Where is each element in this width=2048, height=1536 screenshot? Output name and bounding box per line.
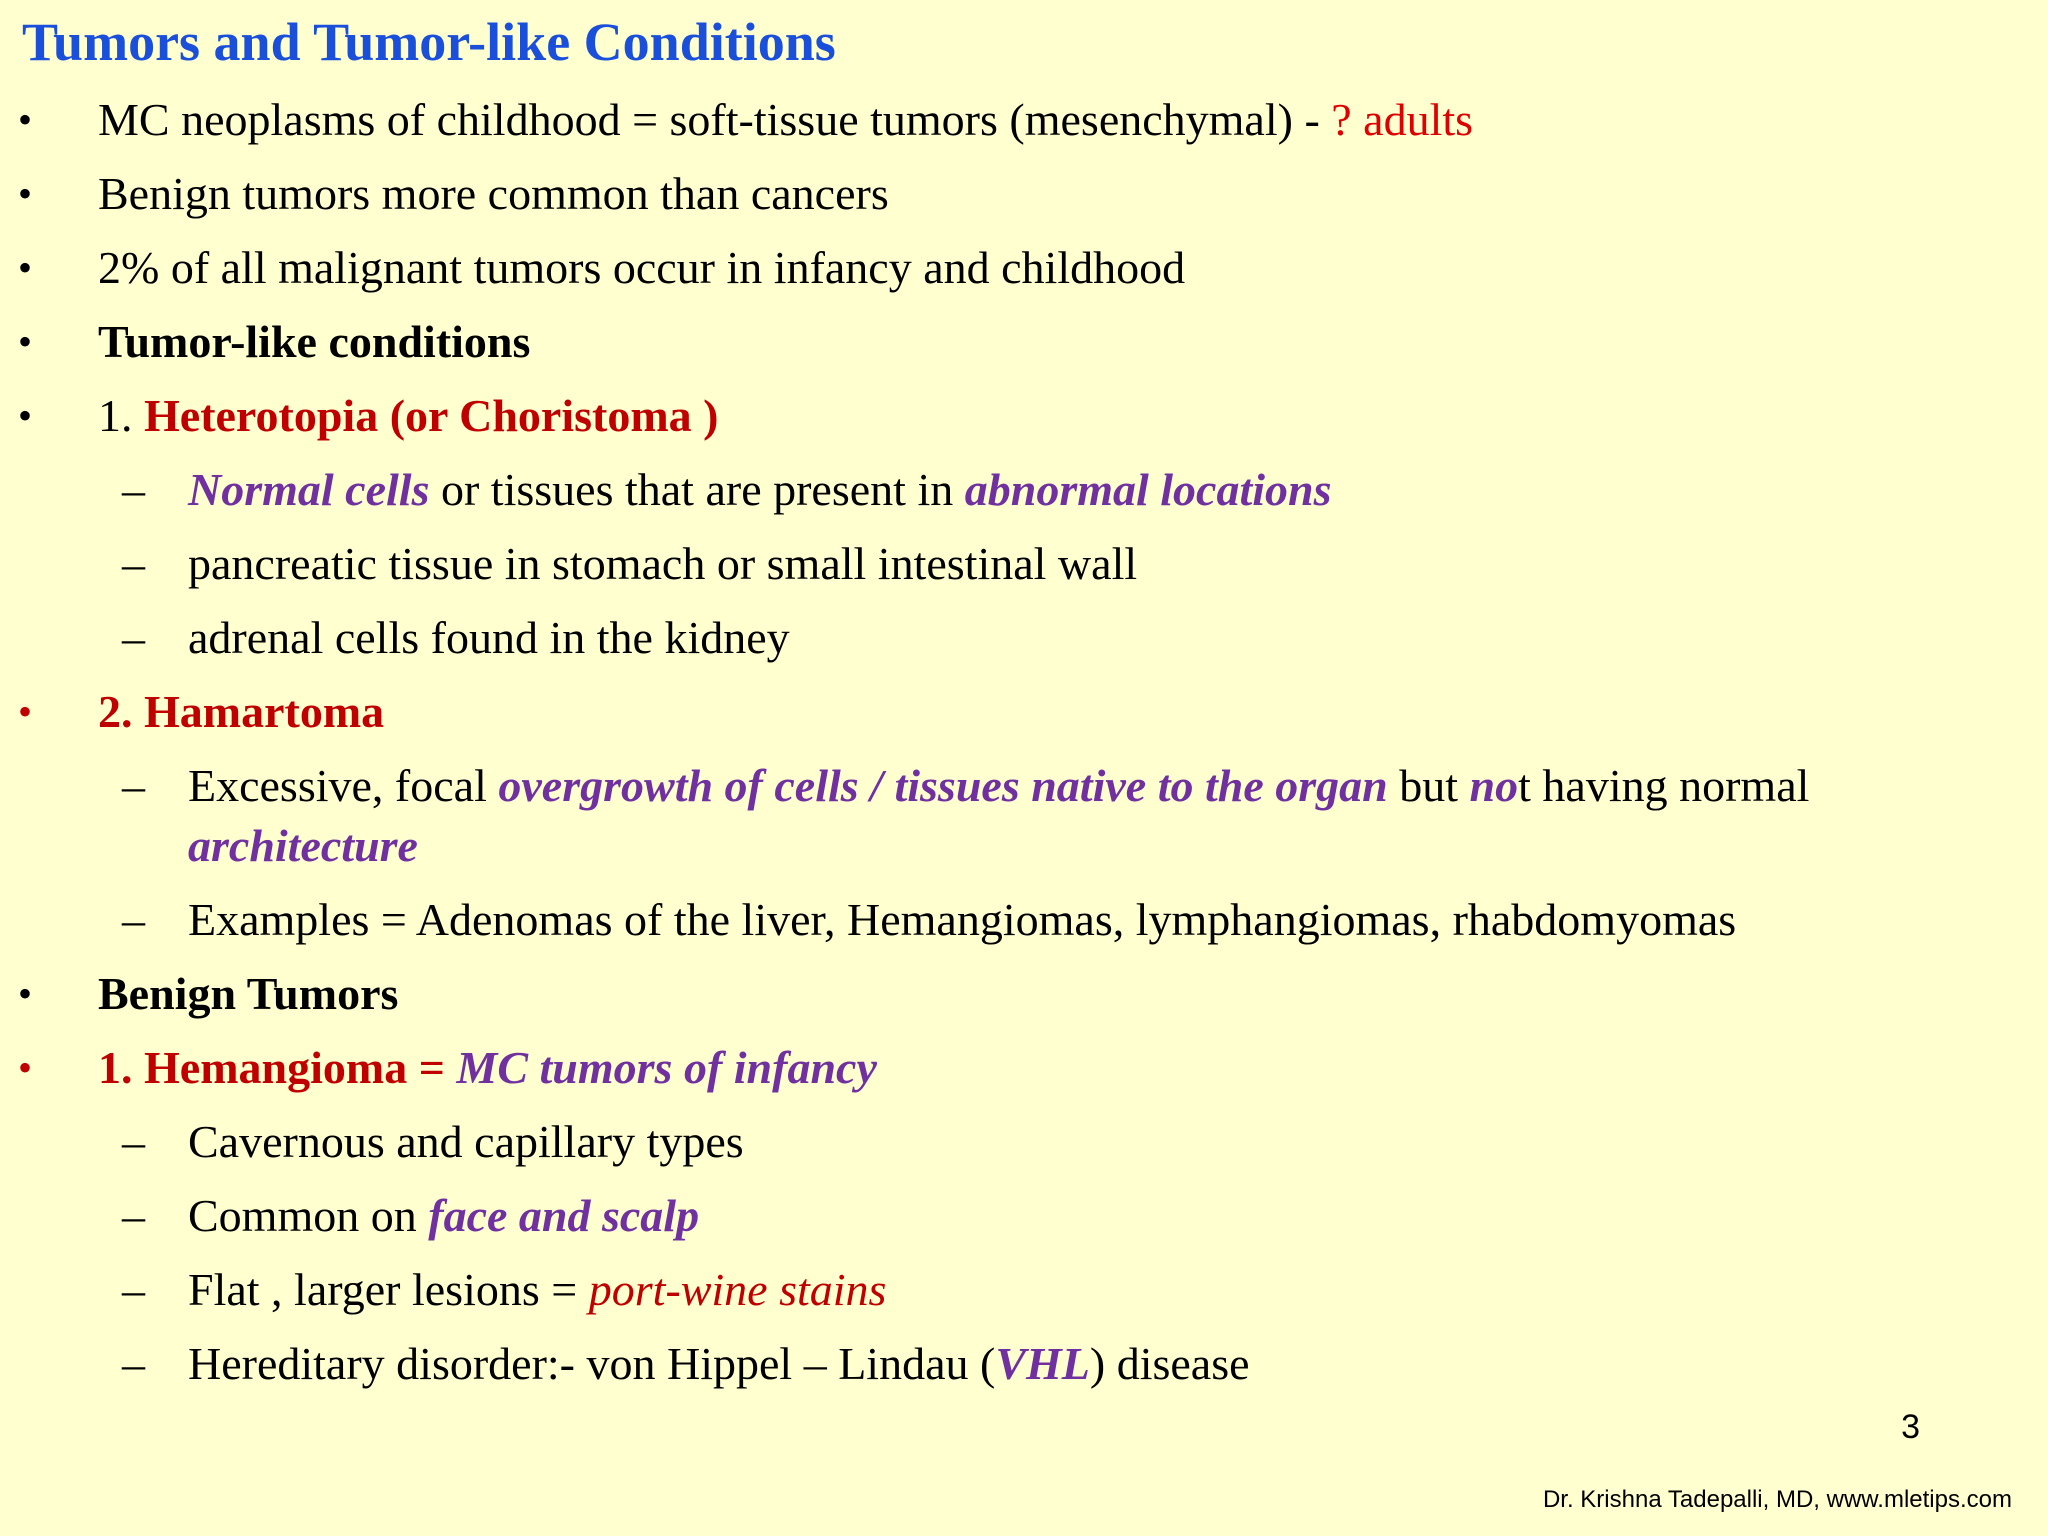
dash-glyph: – bbox=[122, 1338, 145, 1389]
section-heading: Benign Tumors bbox=[98, 968, 399, 1019]
bullet-glyph: • bbox=[18, 971, 33, 1016]
emphasis-text: abnormal locations bbox=[964, 464, 1332, 515]
emphasis-text: Normal cells bbox=[188, 464, 430, 515]
sub-text: Examples = Adenomas of the liver, Hemangiomas, lymphangiomas, rhabdomyomas bbox=[188, 894, 1737, 945]
sub-text: Excessive, focal bbox=[188, 760, 499, 811]
item-number: 1. bbox=[98, 390, 144, 441]
hamartoma-heading: 2. Hamartoma bbox=[98, 686, 385, 737]
sub-text: but bbox=[1387, 760, 1470, 811]
emphasis-text: no bbox=[1469, 760, 1519, 811]
sub-text: Cavernous and capillary types bbox=[188, 1116, 744, 1167]
emphasis-text: MC tumors of infancy bbox=[456, 1042, 877, 1093]
sub-text: Common on bbox=[188, 1190, 429, 1241]
bullet-glyph: • bbox=[18, 245, 33, 290]
dash-glyph: – bbox=[122, 612, 145, 663]
sub-text: or tissues that are present in bbox=[429, 464, 965, 515]
hemangioma-heading: 1. Hemangioma = bbox=[98, 1042, 457, 1093]
bullet-glyph: • bbox=[18, 319, 33, 364]
bullet-text: Benign tumors more common than cancers bbox=[98, 168, 889, 219]
bullet-glyph: • bbox=[18, 1045, 33, 1090]
heterotopia-heading: Heterotopia (or Choristoma ) bbox=[144, 390, 719, 441]
bullet-glyph: • bbox=[18, 97, 33, 142]
emphasis-text: port-wine stains bbox=[588, 1264, 887, 1315]
sub-text: Flat , larger lesions = bbox=[188, 1264, 589, 1315]
dash-glyph: – bbox=[122, 1190, 145, 1241]
emphasis-text: overgrowth of cells / tissues native to the organ bbox=[498, 760, 1388, 811]
emphasis-text: face and scalp bbox=[428, 1190, 700, 1241]
bullet-text: MC neoplasms of childhood = soft-tissue tumors (mesenchymal) - bbox=[98, 94, 1332, 145]
bullet-glyph: • bbox=[18, 689, 33, 734]
slide-title: Tumors and Tumor-like Conditions bbox=[22, 12, 836, 72]
bullet-text: 2% of all malignant tumors occur in infancy and childhood bbox=[98, 242, 1186, 293]
dash-glyph: – bbox=[122, 538, 145, 589]
bullet-glyph: • bbox=[18, 171, 33, 216]
sub-text: Hereditary disorder:- von Hippel – Lindau ( bbox=[188, 1338, 996, 1389]
dash-glyph: – bbox=[122, 760, 145, 811]
sub-text: t having normal bbox=[1518, 760, 1810, 811]
emphasis-text: architecture bbox=[188, 820, 418, 871]
dash-glyph: – bbox=[122, 1264, 145, 1315]
dash-glyph: – bbox=[122, 464, 145, 515]
footer-credit: Dr. Krishna Tadepalli, MD, www.mletips.com bbox=[1542, 1486, 2012, 1513]
page-number: 3 bbox=[1901, 1408, 1920, 1446]
emphasis-text: VHL bbox=[995, 1338, 1090, 1389]
section-heading: Tumor-like conditions bbox=[98, 316, 531, 367]
dash-glyph: – bbox=[122, 894, 145, 945]
sub-text: adrenal cells found in the kidney bbox=[188, 612, 790, 663]
dash-glyph: – bbox=[122, 1116, 145, 1167]
sub-text: ) disease bbox=[1089, 1338, 1250, 1389]
bullet-glyph: • bbox=[18, 393, 33, 438]
adults-note: ? adults bbox=[1331, 94, 1474, 145]
sub-text: pancreatic tissue in stomach or small intestinal wall bbox=[188, 538, 1138, 589]
